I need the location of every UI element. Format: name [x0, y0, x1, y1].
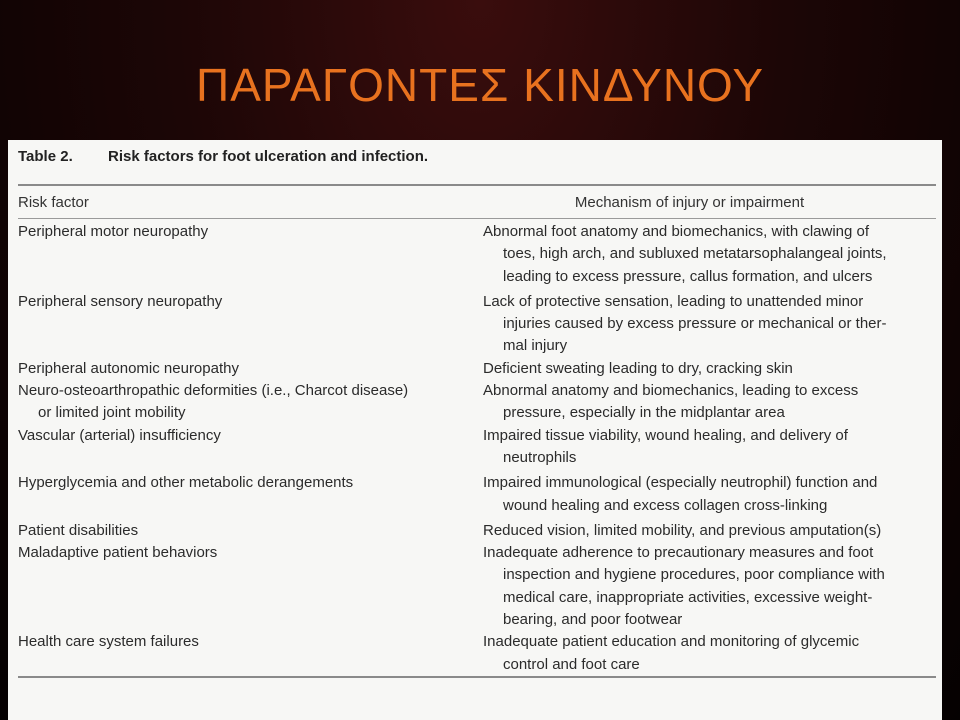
mechanism-text: Impaired immunological (especially neutrophil) function and — [483, 474, 878, 492]
risk-factor-text: Peripheral autonomic neuropathy — [18, 359, 239, 377]
risk-factor-text: Vascular (arterial) insufficiency — [18, 426, 221, 444]
mechanism-cell — [483, 472, 936, 517]
table-row — [18, 380, 936, 425]
slide-title: ΠΑΡΑΓΟΝΤΕΣ ΚΙΝΔΥΝΟΥ — [195, 59, 765, 111]
table-bottom-rule — [18, 676, 936, 678]
risk-factor-cell — [18, 221, 483, 288]
table-row — [18, 472, 936, 517]
risk-factor-cell — [18, 358, 483, 380]
risk-factor-cell — [18, 631, 483, 676]
mechanism-text: mal injury — [503, 337, 568, 355]
mechanism-cell — [483, 542, 936, 631]
mechanism-text: Inadequate adherence to precautionary measures and foot — [483, 544, 874, 562]
risk-factor-text: Maladaptive patient behaviors — [18, 544, 218, 562]
mechanism-text: pressure, especially in the midplantar area — [503, 404, 785, 422]
risk-factor-cell — [18, 472, 483, 517]
risk-factor-text: Patient disabilities — [18, 521, 139, 539]
table-caption-text: Risk factors for foot ulceration and infection. — [108, 148, 429, 165]
mechanism-text: Deficient sweating leading to dry, cracking skin — [483, 359, 793, 377]
mechanism-text: Impaired tissue viability, wound healing, and delivery of — [483, 426, 848, 444]
mechanism-text: Reduced vision, limited mobility, and previous amputation(s) — [483, 521, 882, 539]
table-row — [18, 631, 936, 676]
table-row — [18, 291, 936, 358]
table-row — [18, 425, 936, 470]
risk-factor-text: Peripheral motor neuropathy — [18, 223, 209, 240]
mechanism-text: neutrophils — [503, 448, 577, 466]
mechanism-text: bearing, and poor footwear — [503, 611, 683, 629]
risk-factor-cell — [18, 520, 483, 542]
risk-factor-text: or limited joint mobility — [38, 404, 186, 422]
table-caption — [18, 148, 936, 172]
mechanism-text: inspection and hygiene procedures, poor compliance with — [503, 566, 885, 584]
mechanism-text: Inadequate patient education and monitoring of glycemic — [483, 633, 860, 651]
risk-factor-cell — [18, 291, 483, 358]
mechanism-text: control and foot care — [503, 655, 640, 673]
risk-factor-text: Neuro-osteoarthropathic deformities (i.e., Charcot disease) — [18, 382, 409, 400]
risk-factor-text: Peripheral sensory neuropathy — [18, 292, 223, 310]
header-risk-factor: Risk factor — [18, 193, 89, 211]
mechanism-cell — [483, 425, 936, 470]
mechanism-text: Abnormal foot anatomy and biomechanics, with clawing of — [483, 223, 870, 240]
mechanism-cell — [483, 221, 936, 288]
risk-factor-cell — [18, 425, 483, 470]
mechanism-text: Lack of protective sensation, leading to unattended minor — [483, 292, 864, 310]
table-row — [18, 221, 936, 288]
table-row — [18, 542, 936, 631]
risk-factor-cell — [18, 542, 483, 631]
mechanism-text: toes, high arch, and subluxed metatarsophalangeal joints, — [503, 245, 887, 263]
mechanism-text: leading to excess pressure, callus formation, and ulcers — [503, 267, 873, 285]
header-mechanism: Mechanism of injury or impairment — [574, 193, 805, 211]
table-row — [18, 520, 936, 542]
risk-factor-table — [8, 140, 942, 720]
mechanism-text: wound healing and excess collagen cross-linking — [503, 496, 828, 514]
table-header-rule — [18, 218, 936, 219]
table-row — [18, 358, 936, 380]
mechanism-cell — [483, 380, 936, 425]
table-header-row — [18, 186, 936, 218]
mechanism-cell — [483, 291, 936, 358]
mechanism-text: medical care, inappropriate activities, excessive weight- — [503, 588, 873, 606]
table-body — [18, 221, 936, 676]
risk-factor-text: Hyperglycemia and other metabolic derangements — [18, 474, 354, 492]
risk-factor-text: Health care system failures — [18, 633, 199, 651]
mechanism-cell — [483, 631, 936, 676]
risk-factor-cell — [18, 380, 483, 425]
mechanism-cell — [483, 358, 936, 380]
mechanism-text: injuries caused by excess pressure or mechanical or ther- — [503, 315, 887, 333]
table-label: Table 2. — [18, 148, 73, 165]
mechanism-cell — [483, 520, 936, 542]
mechanism-text: Abnormal anatomy and biomechanics, leading to excess — [483, 382, 859, 400]
